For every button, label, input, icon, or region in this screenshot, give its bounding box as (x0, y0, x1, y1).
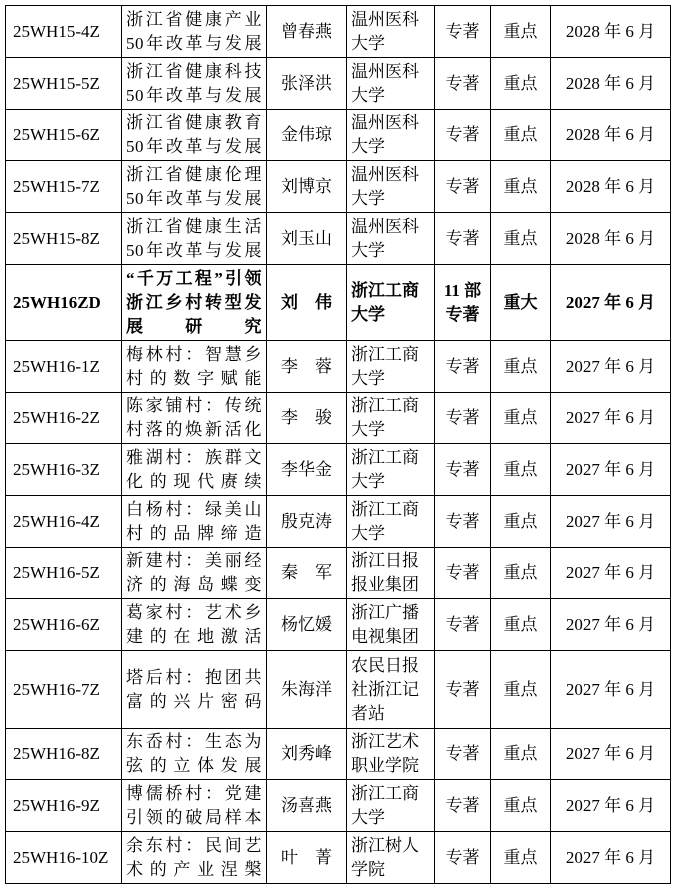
project-unit-cell: 浙江艺术职业学院 (347, 729, 435, 780)
project-code-cell: 25WH16-5Z (6, 548, 122, 599)
completion-date-cell: 2028 年 6 月 (551, 6, 671, 58)
project-leader-cell: 刘 伟 (267, 265, 347, 341)
completion-date-cell: 2027 年 6 月 (551, 599, 671, 651)
project-level-cell: 重大 (491, 265, 551, 341)
result-type-cell: 专著 (435, 213, 491, 265)
result-type-cell: 专著 (435, 780, 491, 832)
project-level-cell: 重点 (491, 780, 551, 832)
project-level-cell: 重点 (491, 341, 551, 393)
project-unit-cell: 浙江工商大学 (347, 496, 435, 548)
project-table (5, 5, 671, 884)
project-code-cell: 25WH15-6Z (6, 110, 122, 161)
project-code-cell: 25WH15-4Z (6, 6, 122, 58)
project-level-cell: 重点 (491, 832, 551, 884)
table-row (6, 265, 671, 341)
project-name-cell: 浙江省健康产业50年改革与发展 (122, 6, 267, 58)
project-level-cell: 重点 (491, 599, 551, 651)
completion-date-cell: 2027 年 6 月 (551, 444, 671, 496)
project-level-cell: 重点 (491, 110, 551, 161)
project-name-cell: “千万工程”引领浙江乡村转型发展研究 (122, 265, 267, 341)
project-leader-cell: 刘博京 (267, 161, 347, 213)
project-leader-cell: 张泽洪 (267, 58, 347, 110)
project-name-cell: 雅湖村：族群文化的现代赓续 (122, 444, 267, 496)
project-code-cell: 25WH16-10Z (6, 832, 122, 884)
project-unit-cell: 浙江树人学院 (347, 832, 435, 884)
completion-date-cell: 2028 年 6 月 (551, 110, 671, 161)
project-unit-cell: 浙江工商大学 (347, 393, 435, 444)
project-code-cell: 25WH16-3Z (6, 444, 122, 496)
project-name-cell: 塔后村：抱团共富的兴片密码 (122, 651, 267, 729)
project-leader-cell: 叶 菁 (267, 832, 347, 884)
project-code-cell: 25WH16-2Z (6, 393, 122, 444)
project-name-cell: 东岙村：生态为弦的立体发展 (122, 729, 267, 780)
result-type-cell: 专著 (435, 444, 491, 496)
result-type-cell: 专著 (435, 599, 491, 651)
completion-date-cell: 2027 年 6 月 (551, 341, 671, 393)
project-code-cell: 25WH16-9Z (6, 780, 122, 832)
result-type-cell: 专著 (435, 496, 491, 548)
project-code-cell: 25WH16-8Z (6, 729, 122, 780)
project-leader-cell: 李 蓉 (267, 341, 347, 393)
project-level-cell: 重点 (491, 161, 551, 213)
project-leader-cell: 杨忆媛 (267, 599, 347, 651)
project-code-cell: 25WH16-7Z (6, 651, 122, 729)
completion-date-cell: 2027 年 6 月 (551, 393, 671, 444)
result-type-cell: 专著 (435, 832, 491, 884)
project-level-cell: 重点 (491, 496, 551, 548)
table-row (6, 161, 671, 213)
project-name-cell: 梅林村：智慧乡村的数字赋能 (122, 341, 267, 393)
project-level-cell: 重点 (491, 729, 551, 780)
project-code-cell: 25WH16-6Z (6, 599, 122, 651)
table-row (6, 341, 671, 393)
table-row (6, 548, 671, 599)
project-name-cell: 博儒桥村：党建引领的破局样本 (122, 780, 267, 832)
project-code-cell: 25WH16-1Z (6, 341, 122, 393)
project-leader-cell: 李 骏 (267, 393, 347, 444)
project-name-cell: 新建村：美丽经济的海岛蝶变 (122, 548, 267, 599)
result-type-cell: 专著 (435, 548, 491, 599)
project-name-cell: 浙江省健康伦理50年改革与发展 (122, 161, 267, 213)
project-level-cell: 重点 (491, 58, 551, 110)
project-name-cell: 浙江省健康生活50年改革与发展 (122, 213, 267, 265)
project-name-cell: 白杨村：绿美山村的品牌缔造 (122, 496, 267, 548)
project-leader-cell: 刘玉山 (267, 213, 347, 265)
completion-date-cell: 2027 年 6 月 (551, 832, 671, 884)
project-unit-cell: 温州医科大学 (347, 110, 435, 161)
project-unit-cell: 农民日报社浙江记者站 (347, 651, 435, 729)
result-type-cell: 专著 (435, 729, 491, 780)
result-type-cell: 专著 (435, 651, 491, 729)
project-leader-cell: 金伟琼 (267, 110, 347, 161)
project-unit-cell: 浙江广播电视集团 (347, 599, 435, 651)
project-unit-cell: 温州医科大学 (347, 58, 435, 110)
project-name-cell: 浙江省健康科技50年改革与发展 (122, 58, 267, 110)
project-level-cell: 重点 (491, 651, 551, 729)
result-type-cell: 专著 (435, 161, 491, 213)
project-unit-cell: 温州医科大学 (347, 161, 435, 213)
table-row (6, 444, 671, 496)
project-unit-cell: 温州医科大学 (347, 213, 435, 265)
completion-date-cell: 2028 年 6 月 (551, 213, 671, 265)
project-level-cell: 重点 (491, 444, 551, 496)
project-leader-cell: 朱海洋 (267, 651, 347, 729)
project-leader-cell: 曾春燕 (267, 6, 347, 58)
result-type-cell: 专著 (435, 110, 491, 161)
project-leader-cell: 李华金 (267, 444, 347, 496)
project-name-cell: 陈家铺村：传统村落的焕新活化 (122, 393, 267, 444)
table-row (6, 110, 671, 161)
project-code-cell: 25WH15-8Z (6, 213, 122, 265)
result-type-cell: 11 部专著 (435, 265, 491, 341)
completion-date-cell: 2028 年 6 月 (551, 161, 671, 213)
table-row (6, 729, 671, 780)
project-unit-cell: 浙江工商大学 (347, 341, 435, 393)
project-leader-cell: 刘秀峰 (267, 729, 347, 780)
project-level-cell: 重点 (491, 393, 551, 444)
project-unit-cell: 浙江工商大学 (347, 444, 435, 496)
project-leader-cell: 秦 军 (267, 548, 347, 599)
completion-date-cell: 2027 年 6 月 (551, 265, 671, 341)
completion-date-cell: 2027 年 6 月 (551, 548, 671, 599)
project-unit-cell: 浙江工商大学 (347, 265, 435, 341)
result-type-cell: 专著 (435, 341, 491, 393)
table-row (6, 213, 671, 265)
project-level-cell: 重点 (491, 6, 551, 58)
project-name-cell: 浙江省健康教育50年改革与发展 (122, 110, 267, 161)
project-name-cell: 葛家村：艺术乡建的在地激活 (122, 599, 267, 651)
project-leader-cell: 殷克涛 (267, 496, 347, 548)
project-code-cell: 25WH15-5Z (6, 58, 122, 110)
table-row (6, 393, 671, 444)
table-row (6, 6, 671, 58)
project-code-cell: 25WH16-4Z (6, 496, 122, 548)
completion-date-cell: 2027 年 6 月 (551, 780, 671, 832)
project-code-cell: 25WH15-7Z (6, 161, 122, 213)
project-leader-cell: 汤喜燕 (267, 780, 347, 832)
table-row (6, 496, 671, 548)
project-unit-cell: 浙江工商大学 (347, 780, 435, 832)
table-row (6, 651, 671, 729)
project-level-cell: 重点 (491, 213, 551, 265)
completion-date-cell: 2027 年 6 月 (551, 651, 671, 729)
project-table-body (6, 6, 671, 884)
result-type-cell: 专著 (435, 393, 491, 444)
result-type-cell: 专著 (435, 6, 491, 58)
table-row (6, 599, 671, 651)
project-name-cell: 余东村：民间艺术的产业涅槃 (122, 832, 267, 884)
project-unit-cell: 温州医科大学 (347, 6, 435, 58)
project-unit-cell: 浙江日报报业集团 (347, 548, 435, 599)
table-row (6, 58, 671, 110)
completion-date-cell: 2027 年 6 月 (551, 496, 671, 548)
table-row (6, 780, 671, 832)
completion-date-cell: 2027 年 6 月 (551, 729, 671, 780)
project-level-cell: 重点 (491, 548, 551, 599)
project-code-cell: 25WH16ZD (6, 265, 122, 341)
table-row (6, 832, 671, 884)
result-type-cell: 专著 (435, 58, 491, 110)
completion-date-cell: 2028 年 6 月 (551, 58, 671, 110)
